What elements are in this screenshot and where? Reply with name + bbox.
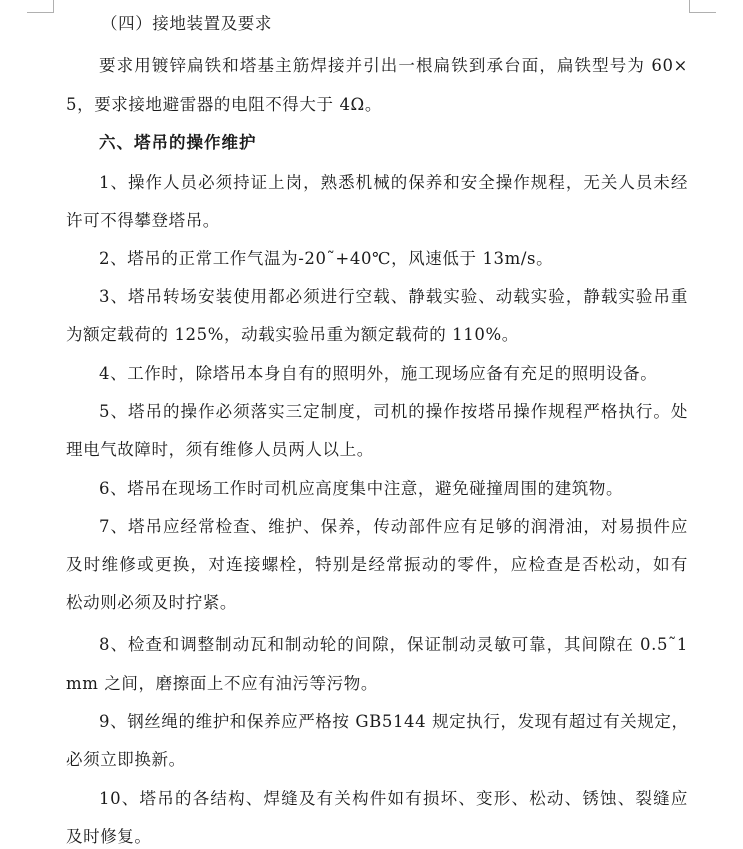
paragraph-line: 2、塔吊的正常工作气温为-20˜+40℃，风速低于 13m/s。 <box>99 249 554 268</box>
crop-mark-top-right <box>689 0 716 13</box>
paragraph-line: 10、塔吊的各结构、焊缝及有关构件如有损坏、变形、松动、锈蚀、裂缝应 <box>99 789 688 808</box>
section-heading-maintenance: 六、塔吊的操作维护 <box>99 133 257 152</box>
paragraph-line: 许可不得攀登塔吊。 <box>66 211 220 230</box>
paragraph-line: 7、塔吊应经常检查、维护、保养，传动部件应有足够的润滑油，对易损件应 <box>99 517 688 536</box>
paragraph-line: 及时修复。 <box>66 827 152 846</box>
paragraph-line: 要求用镀锌扁铁和塔基主筋焊接并引出一根扁铁到承台面，扁铁型号为 60× <box>99 56 688 75</box>
paragraph-line: 理电气故障时，须有维修人员两人以上。 <box>66 440 374 459</box>
paragraph-line: 必须立即换新。 <box>66 750 186 769</box>
paragraph-line: 4、工作时，除塔吊本身自有的照明外，施工现场应备有充足的照明设备。 <box>99 364 658 383</box>
paragraph-line: 及时维修或更换，对连接螺栓，特别是经常振动的零件，应检查是否松动，如有 <box>66 555 688 574</box>
paragraph-line: 5、塔吊的操作必须落实三定制度，司机的操作按塔吊操作规程严格执行。处 <box>99 402 688 421</box>
paragraph-line: mm 之间，磨擦面上不应有油污等污物。 <box>66 674 378 693</box>
paragraph-line: 9、钢丝绳的维护和保养应严格按 GB5144 规定执行，发现有超过有关规定， <box>99 712 689 731</box>
paragraph-line: 为额定载荷的 125%，动载实验吊重为额定载荷的 110%。 <box>66 325 519 344</box>
paragraph-line: 1、操作人员必须持证上岗，熟悉机械的保养和安全操作规程，无关人员未经 <box>99 173 688 192</box>
paragraph-line: 松动则必须及时拧紧。 <box>66 593 237 612</box>
section-heading-grounding: （四）接地装置及要求 <box>101 14 272 33</box>
paragraph-line: 8、检查和调整制动瓦和制动轮的间隙，保证制动灵敏可靠，其间隙在 0.5˜1 <box>99 635 688 654</box>
crop-mark-top-left <box>27 0 54 13</box>
paragraph-line: 3、塔吊转场安装使用都必须进行空载、静载实验、动载实验，静载实验吊重 <box>99 287 688 306</box>
paragraph-line: 6、塔吊在现场工作时司机应高度集中注意，避免碰撞周围的建筑物。 <box>99 479 624 498</box>
paragraph-line: 5，要求接地避雷器的电阻不得大于 4Ω。 <box>66 95 382 114</box>
